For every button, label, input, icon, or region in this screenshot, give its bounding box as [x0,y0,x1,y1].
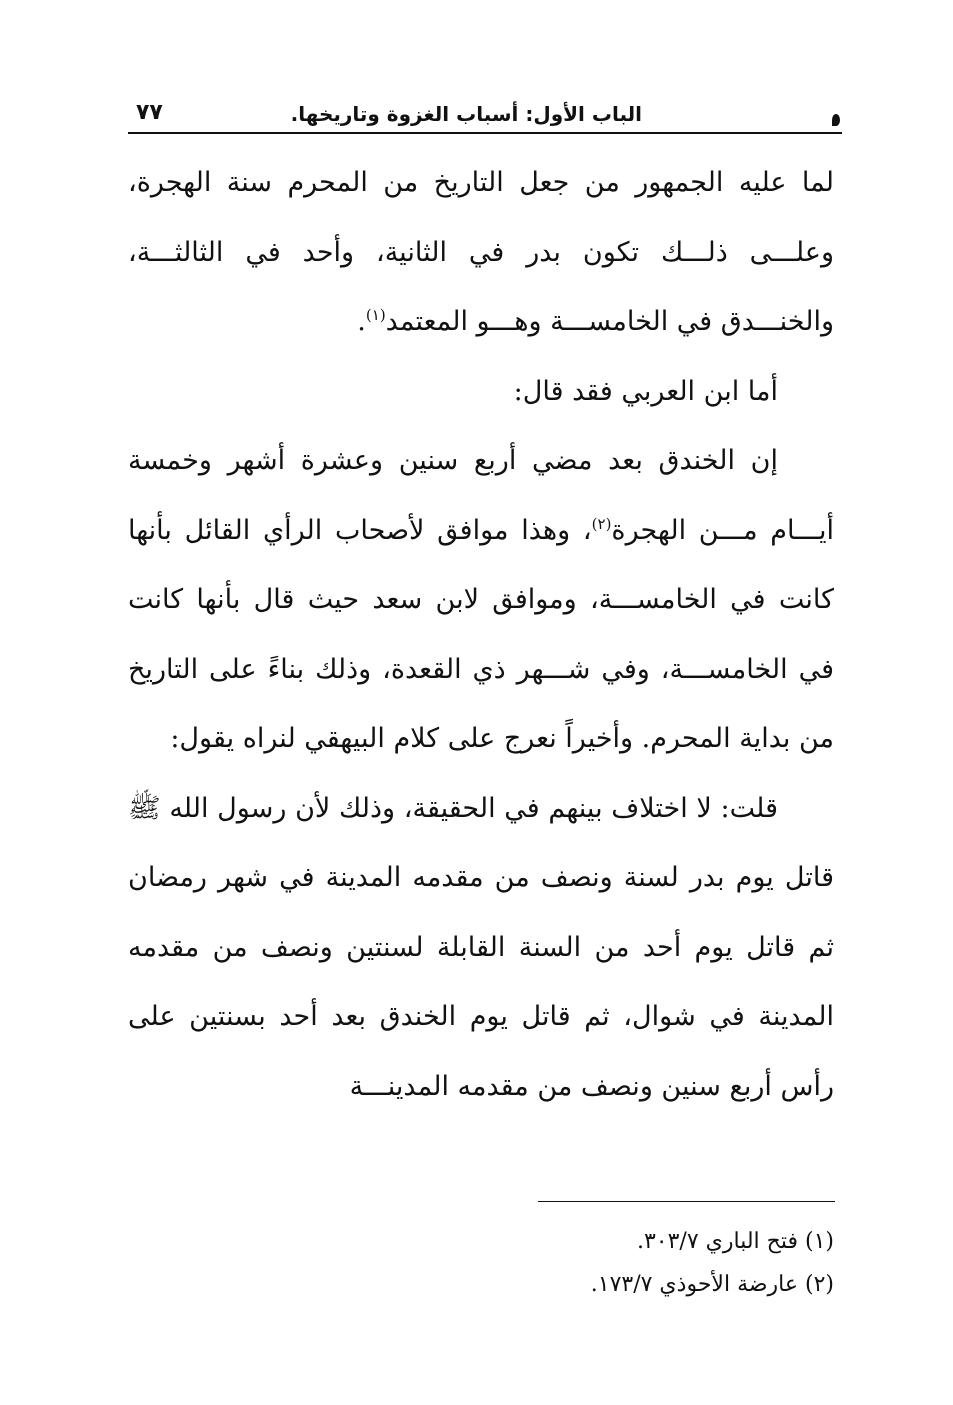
footnotes [128,1220,834,1306]
footnote-2: (٢) عارضة الأحوذي ١٧٣/٧. [590,1272,834,1297]
paragraph-3-text-a: إن الخندق بعد مضي أربع سنين وعشرة أشهر وخمسة أيـــام مـــن الهجرة [128,445,834,546]
paragraph-1-end: . [357,306,366,337]
paragraph-3-text-b: ، وهذا موافق لأصحاب الرأي القائل بأنها كانت في الخامســـة، وموافق لابن سعد حيث قال بأنها كانت في الخامســـة، وفي شـــهر ذي القعدة، وذلك بناءً على التاريخ من بداية المحرم. وأخيراً نعرج على كلام البيهقي لنراه يقول: [128,514,834,754]
footnote-ref-2: (٢) [591,514,612,533]
page-number: ٧٧ [136,100,163,125]
header-ornament [832,114,840,126]
paragraph-1 [128,148,834,357]
running-header [128,98,842,134]
chapter-title: الباب الأول: أسباب الغزوة وتاريخها. [290,102,642,126]
paragraph-3 [128,426,834,774]
footnote-separator [538,1201,835,1202]
paragraph-1-text: لما عليه الجمهور من جعل التاريخ من المحرم سنة الهجرة، وعلـــى ذلـــك تكون بدر في الثانية، وأحد في الثالثـــة، والخنـــدق في الخامســـة وهـــو المعتمد [128,167,834,337]
footnote-1: (١) فتح الباري ٣٠٣/٧. [636,1229,834,1254]
main-text [128,148,834,1121]
paragraph-2: أما ابن العربي فقد قال: [513,375,778,407]
footnote-ref-1: (١) [365,306,386,324]
paragraph-4: قلت: لا اختلاف بينهم في الحقيقة، وذلك لأن رسول الله ﷺ قاتل يوم بدر لسنة ونصف من مقدمه المدينة في شهر رمضان ثم قاتل يوم أحد من السنة القابلة لسنتين ونصف من مقدمه المدينة في شوال، ثم قاتل يوم الخندق بعد أحد بسنتين على رأس أربع سنين ونصف من مقدمه المدينـــة [128,792,834,1102]
